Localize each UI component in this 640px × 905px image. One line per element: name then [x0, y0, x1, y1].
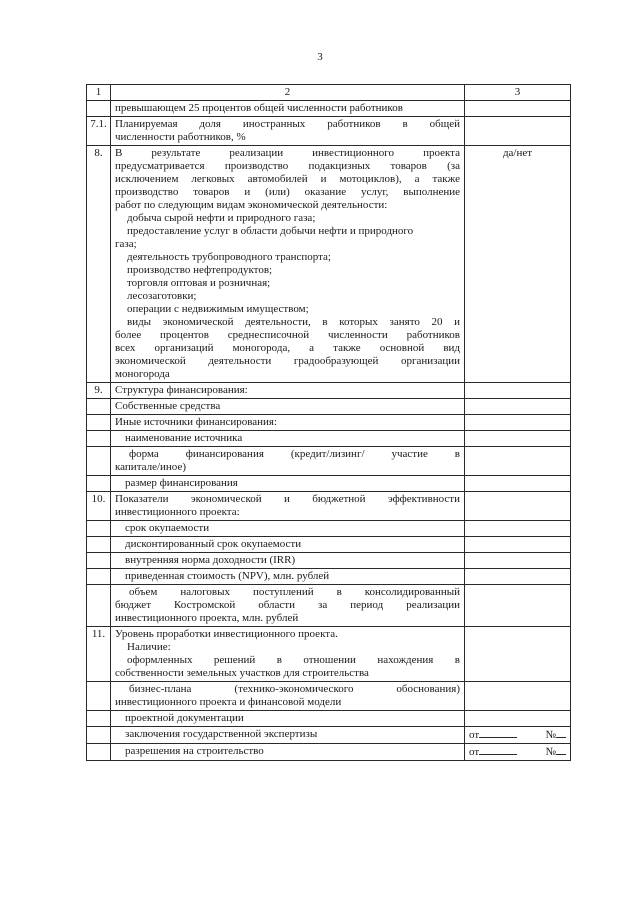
- table-row: [87, 146, 571, 383]
- number-blank: [556, 728, 566, 738]
- row-text: Структура финансирования:: [111, 383, 465, 399]
- row-text: проектной документации: [111, 711, 465, 727]
- row-text: срок окупаемости: [111, 521, 465, 537]
- table-row: [87, 415, 571, 431]
- row-text: Планируемая доля иностранных работников в общей численности работников, %: [111, 117, 465, 146]
- row-text: приведенная стоимость (NPV), млн. рублей: [111, 569, 465, 585]
- row-text: В результате реализации инвестиционного проекта предусматривается производство подакцизных товаров (за исключением легковых автомобилей и мотоциклов), а также производство товаров и (или) оказание услуг, выполнение работ по следующим видам экономической деятельности: добыча сырой нефти и природного газа; предоставление услуг в области добычи нефти и природного газа; деятельность трубопроводного транспорта; производство нефтепродуктов; торговля оптовая и розничная; лесозаготовки; операции с недвижимым имуществом; виды экономической деятельности, в которых занято 20 и более процентов среднесписочной численности работников всех организаций моногорода, а также основной вид экономической деятельности градообразующей организации моногорода: [111, 146, 465, 383]
- table-row: [87, 711, 571, 727]
- row-text: форма финансирования (кредит/лизинг/ участие в капитале/иное): [111, 447, 465, 476]
- row-text: размер финансирования: [111, 476, 465, 492]
- row-text: Уровень проработки инвестиционного проекта. Наличие: оформленных решений в отношении нахождения в собственности земельных участков для строительства: [111, 627, 465, 682]
- table-row: [87, 744, 571, 761]
- table-row: [87, 101, 571, 117]
- table-row: [87, 569, 571, 585]
- table-row: [87, 585, 571, 627]
- number-blank: [556, 745, 566, 755]
- table-row: [87, 682, 571, 711]
- table-row: [87, 476, 571, 492]
- row-text: Собственные средства: [111, 399, 465, 415]
- row-continuation-text: превышающем 25 процентов общей численности работников: [111, 101, 465, 117]
- table-row: [87, 383, 571, 399]
- table-header-row: [87, 85, 571, 101]
- row-text: бизнес-плана (технико-экономического обоснования) инвестиционного проекта и финансовой модели: [111, 682, 465, 711]
- row-text: заключения государственной экспертизы: [111, 727, 465, 744]
- table-row: [87, 117, 571, 146]
- date-blank: [479, 728, 517, 738]
- row-text: Показатели экономической и бюджетной эффективности инвестиционного проекта:: [111, 492, 465, 521]
- row-text: наименование источника: [111, 431, 465, 447]
- row-number: 10.: [87, 492, 111, 521]
- table-row: [87, 447, 571, 476]
- investment-project-table: [86, 84, 571, 761]
- date-number-field: от №: [465, 727, 571, 744]
- table-row: [87, 727, 571, 744]
- row-number: 9.: [87, 383, 111, 399]
- date-number-field: от №: [465, 744, 571, 761]
- table-row: [87, 492, 571, 521]
- row-number: 11.: [87, 627, 111, 682]
- row-number: 7.1.: [87, 117, 111, 146]
- row-text: Иные источники финансирования:: [111, 415, 465, 431]
- table-row: [87, 431, 571, 447]
- header-col-1: 1: [87, 85, 111, 101]
- table-row: [87, 521, 571, 537]
- table-row: [87, 553, 571, 569]
- row-text: разрешения на строительство: [111, 744, 465, 761]
- table-row: [87, 627, 571, 682]
- header-col-2: 2: [111, 85, 465, 101]
- date-blank: [479, 745, 517, 755]
- table-row: [87, 537, 571, 553]
- row-text: объем налоговых поступлений в консолидированный бюджет Костромской области за период реализации инвестиционного проекта, млн. рублей: [111, 585, 465, 627]
- table-row: [87, 399, 571, 415]
- answer-yes-no: да/нет: [465, 146, 571, 383]
- header-col-3: 3: [465, 85, 571, 101]
- row-number: 8.: [87, 146, 111, 383]
- page-number: 3: [317, 51, 323, 63]
- row-text: внутренняя норма доходности (IRR): [111, 553, 465, 569]
- row-text: дисконтированный срок окупаемости: [111, 537, 465, 553]
